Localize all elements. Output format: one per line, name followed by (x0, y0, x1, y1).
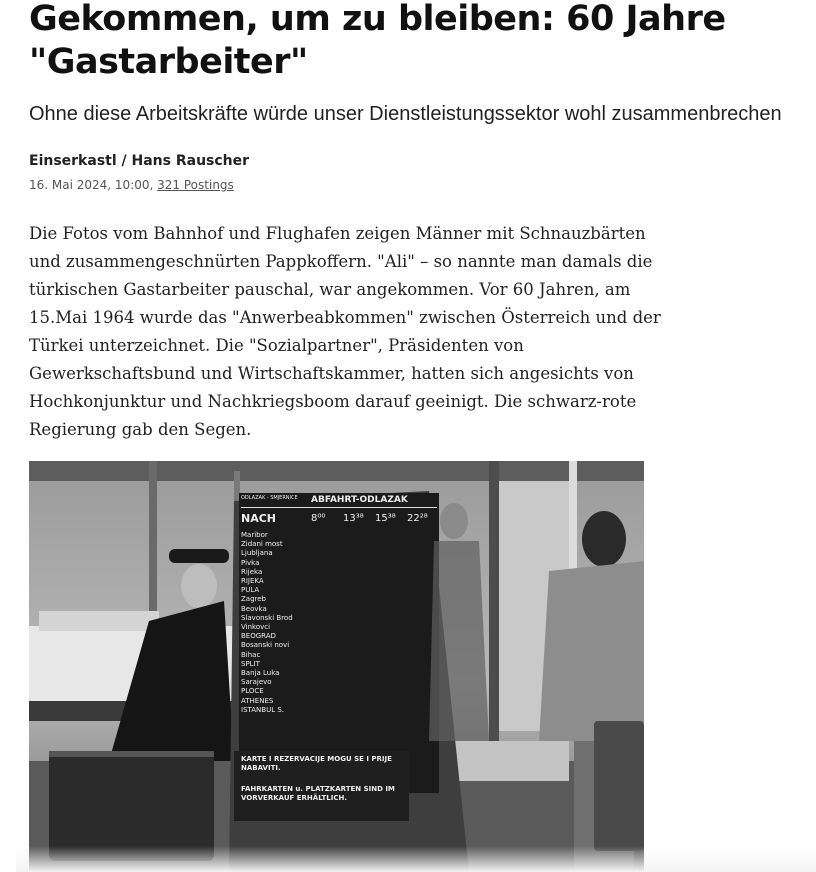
board-time: 22²⁸ (407, 513, 428, 524)
board-destination: Slavonski Brod (241, 613, 293, 622)
article-lead (29, 220, 661, 444)
board-time: 13³⁸ (343, 513, 364, 524)
destination-list (241, 531, 321, 715)
lead-line: Gewerkschaftsbund und Wirtschaftskammer, hatten sich angesichts von (29, 364, 634, 383)
board-destination: Sarajevo (241, 678, 272, 687)
board-destination: PULA (241, 586, 260, 595)
lead-line: und zusammengeschnürten Pappkoffern. "Ali" – so nannte man damals die (29, 252, 653, 271)
lead-line: türkischen Gastarbeiter pauschal, war angekommen. Vor 60 Jahren, am (29, 280, 631, 299)
board-destination: Ljubljana (241, 549, 273, 558)
lead-line: Türkei unterzeichnet. Die "Sozialpartner", Präsidenten von (29, 336, 524, 355)
board-destination: ISTANBUL S. (241, 705, 284, 714)
publish-date: 16. Mai 2024, 10:00, (29, 178, 154, 192)
article-title: Gekommen, um zu bleiben: 60 Jahre "Gastarbeiter" (29, 0, 726, 82)
departure-board (241, 495, 437, 855)
lead-line: Regierung gab den Segen. (29, 420, 252, 439)
postings-link[interactable]: 321 Postings (157, 178, 234, 192)
board-destination: Bosanski novi (241, 641, 290, 650)
board-destination: RIJEKA (241, 577, 264, 586)
board-destination: Bihac (241, 650, 261, 659)
author-line[interactable]: Einserkastl / Hans Rauscher (29, 153, 250, 169)
board-destination: ATHENES (241, 696, 274, 705)
board-note-1: KARTE I REZERVACIJE MOGU SE I PRIJE NABAVITI. (241, 755, 392, 772)
board-destination: Vinkovci (241, 623, 271, 632)
board-time: 8⁰⁰ (311, 513, 326, 524)
article-meta (29, 178, 234, 192)
board-destination: Zidani most (241, 540, 283, 549)
article-subtitle: Ohne diese Arbeitskräfte würde unser Dienstleistungssektor wohl zusammenbrechen (29, 103, 782, 125)
board-destination: Rijeka (241, 567, 263, 576)
board-destination: SPLIT (241, 659, 260, 668)
board-note-2: FAHRKARTEN u. PLATZKARTEN SIND IM VORVERKAUF ERHÄLTLICH. (241, 785, 395, 802)
article-photo[interactable] (29, 461, 644, 872)
board-destination: Pivka (241, 558, 260, 567)
lead-line: Die Fotos vom Bahnhof und Flughafen zeigen Männer mit Schnauzbärten (29, 224, 646, 243)
board-time: 15³⁸ (375, 513, 396, 524)
board-nach: NACH (241, 512, 276, 525)
board-header-left: ODLAZAK - SMJERNICE (241, 495, 298, 501)
board-destination: BEOGRAD (241, 632, 276, 641)
board-destination: Beovka (241, 604, 267, 613)
board-destination: PLOCE (241, 687, 264, 696)
board-destination: Maribor (241, 531, 268, 539)
lead-line: Hochkonjunktur und Nachkriegsboom darauf geeinigt. Die schwarz-rote (29, 392, 637, 411)
board-destination: Zagreb (241, 595, 267, 604)
board-destination: Banja Luka (241, 669, 280, 678)
lead-line: 15.Mai 1964 wurde das "Anwerbeabkommen" zwischen Österreich und der (29, 308, 661, 327)
board-header-right: ABFAHRT-ODLAZAK (311, 495, 408, 505)
bottom-fade (16, 846, 816, 872)
